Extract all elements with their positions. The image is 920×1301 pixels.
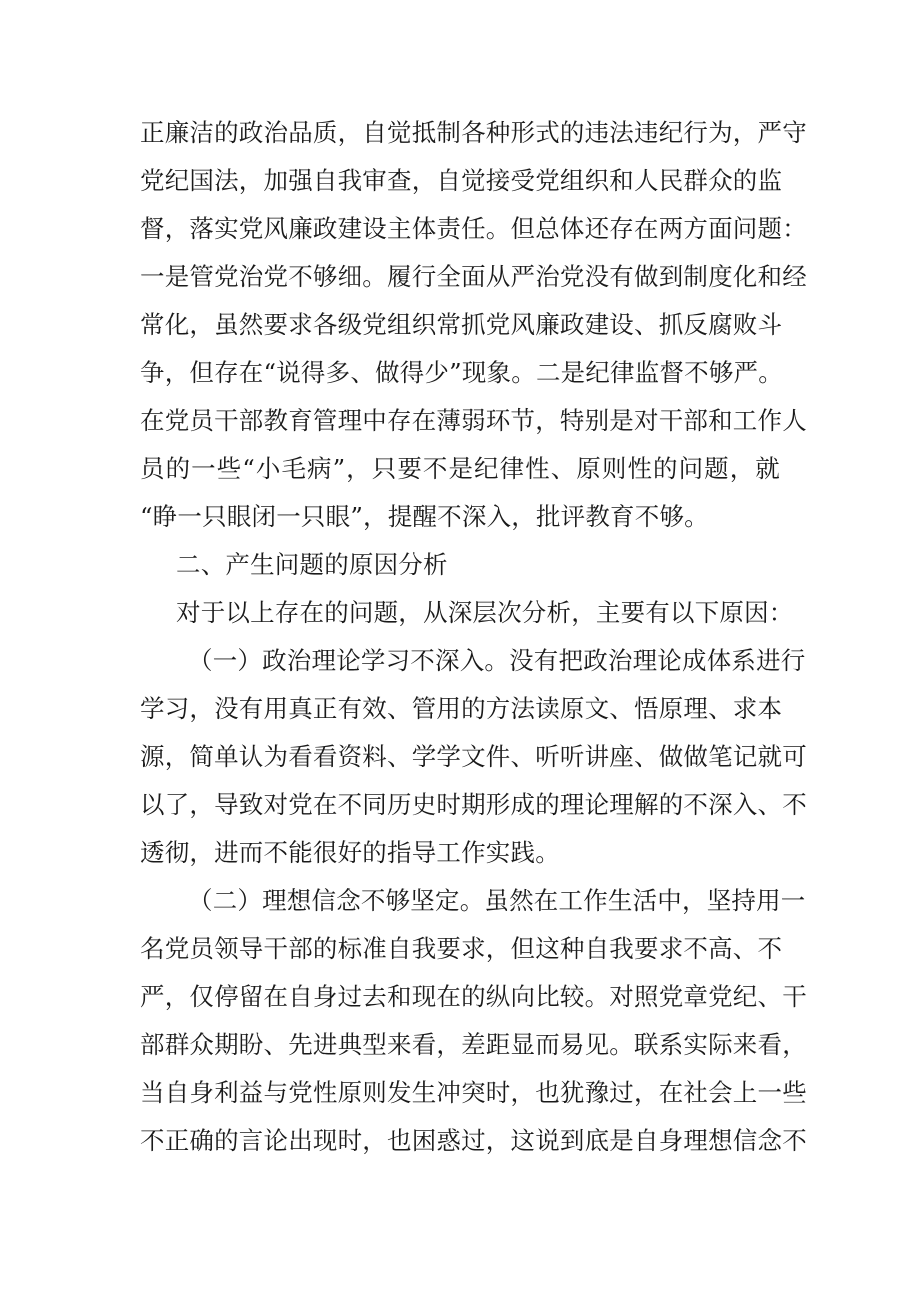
paragraph-line: （一）政治理论学习不深入。没有把政治理论成体系进行: [188, 646, 806, 675]
paragraph-line: “睁一只眼闭一只眼”，提醒不深入，批评教育不够。: [140, 502, 709, 531]
paragraph-line: 源，简单认为看看资料、学学文件、听听讲座、做做笔记就可: [140, 742, 807, 771]
paragraph-line: 常化，虽然要求各级党组织常抓党风廉政建设、抓反腐败斗: [140, 310, 783, 339]
paragraph-line: 透彻，进而不能很好的指导工作实践。: [140, 838, 560, 867]
paragraph-line: 以了，导致对党在不同历史时期形成的理论理解的不深入、不: [140, 790, 807, 819]
paragraph-line: 督，落实党风廉政建设主体责任。但总体还存在两方面问题：: [140, 214, 807, 243]
paragraph-line: 一是管党治党不够细。履行全面从严治党没有做到制度化和经: [140, 262, 807, 291]
paragraph-line: 学习，没有用真正有效、管用的方法读原文、悟原理、求本: [140, 694, 783, 723]
paragraph-line: 严，仅停留在自身过去和现在的纵向比较。对照党章党纪、干: [140, 982, 807, 1011]
paragraph-line: 不正确的言论出现时，也困惑过，这说到底是自身理想信念不: [140, 1126, 807, 1155]
paragraph-line: 当自身利益与党性原则发生冲突时，也犹豫过，在社会上一些: [140, 1078, 807, 1107]
paragraph-line: 对于以上存在的问题，从深层次分析，主要有以下原因：: [176, 598, 794, 627]
paragraph-line: 名党员领导干部的标准自我要求，但这种自我要求不高、不: [140, 934, 783, 963]
paragraph-line: （二）理想信念不够坚定。虽然在工作生活中，坚持用一: [188, 886, 806, 915]
paragraph-line: 部群众期盼、先进典型来看，差距显而易见。联系实际来看，: [140, 1030, 807, 1059]
section-heading: 二、产生问题的原因分析: [176, 550, 448, 579]
paragraph-line: 争，但存在“说得多、做得少”现象。二是纪律监督不够严。: [140, 358, 783, 387]
paragraph-line: 在党员干部教育管理中存在薄弱环节，特别是对干部和工作人: [140, 406, 807, 435]
paragraph-line: 员的一些“小毛病”，只要不是纪律性、原则性的问题，就: [140, 454, 780, 483]
paragraph-line: 党纪国法，加强自我审查，自觉接受党组织和人民群众的监: [140, 166, 783, 195]
paragraph-line: 正廉洁的政治品质，自觉抵制各种形式的违法违纪行为，严守: [140, 118, 807, 147]
